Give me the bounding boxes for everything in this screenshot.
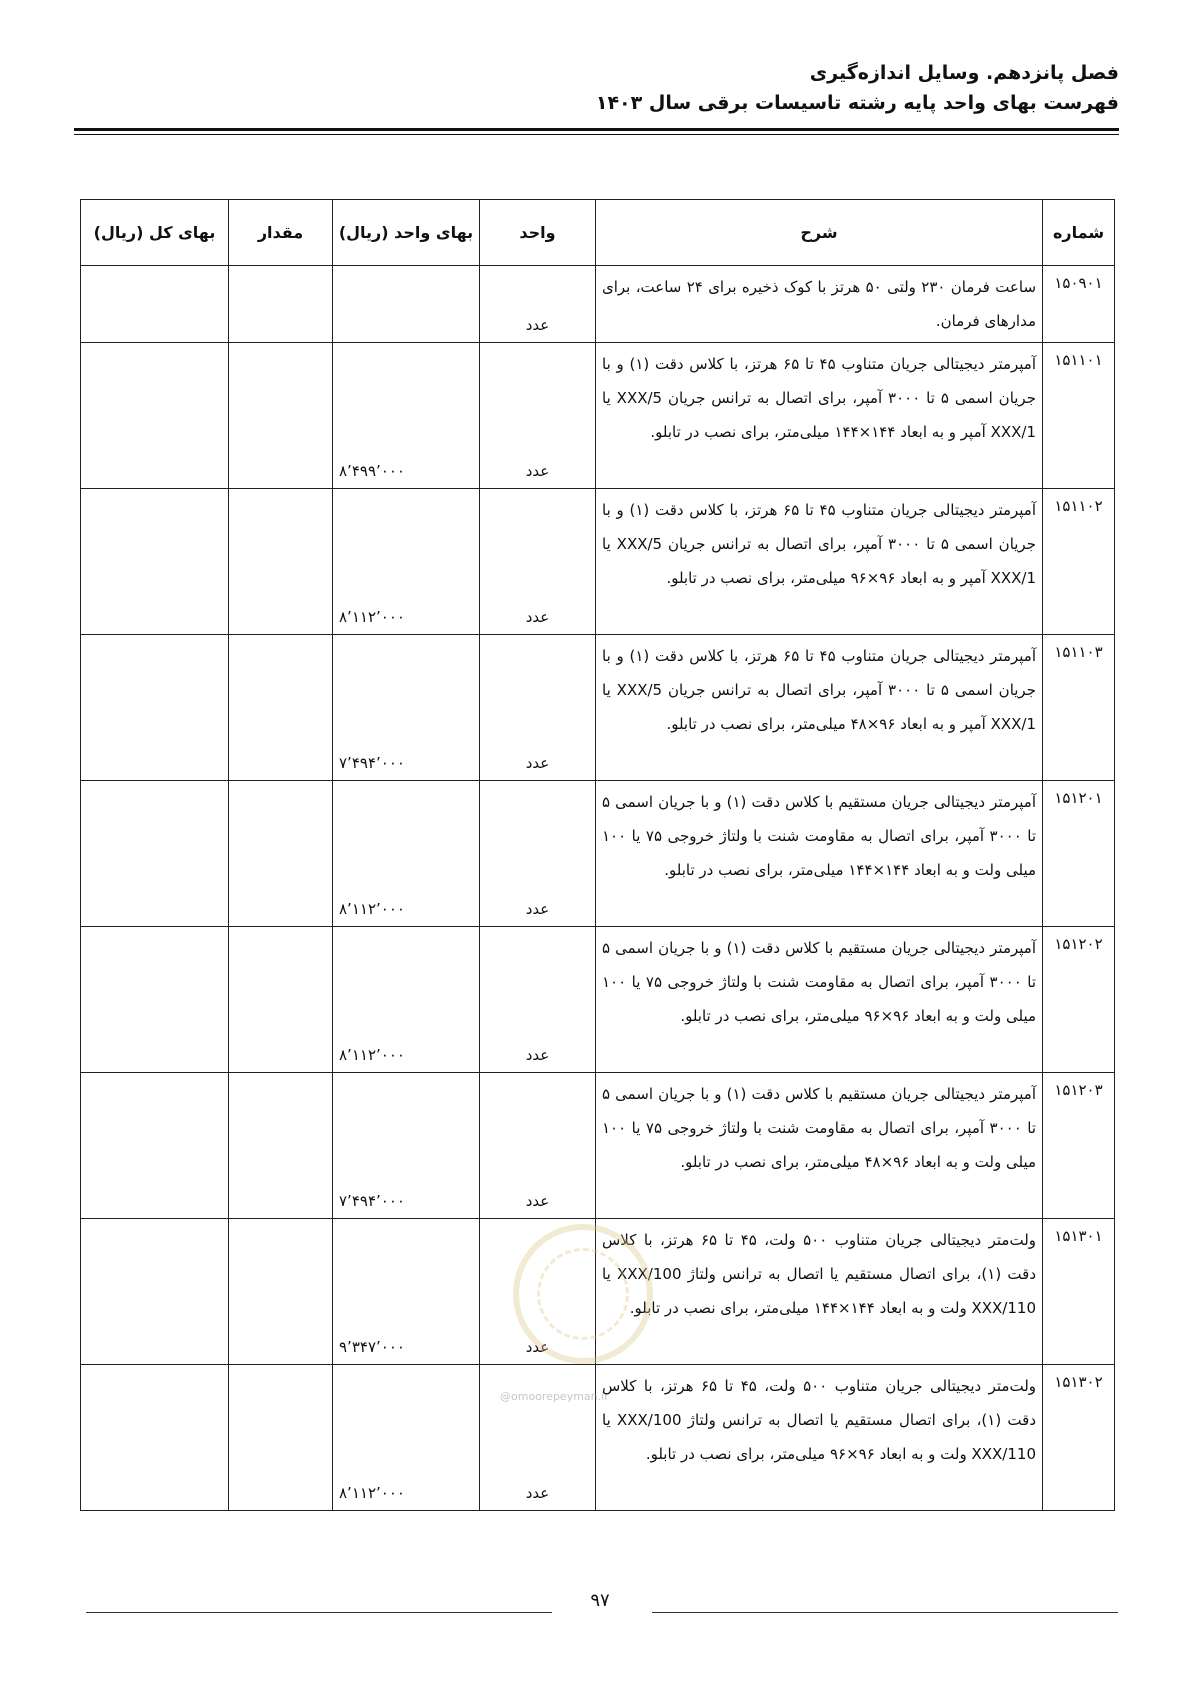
item-description: آمپرمتر دیجیتالی جریان مستقیم با کلاس دقت (۱) و با جریان اسمی ۵ تا ۳۰۰۰ آمپر، برای اتصال به مقاومت شنت با ولتاژ خروجی ۷۵ یا ۱۰۰ میلی ولت و به ابعاد ۹۶×۹۶ میلی‌متر، برای نصب در تابلو. — [596, 927, 1043, 1073]
item-quantity[interactable] — [229, 1365, 333, 1511]
header-divider-thin — [74, 134, 1119, 135]
item-unit-price — [333, 266, 480, 343]
item-description: آمپرمتر دیجیتالی جریان متناوب ۴۵ تا ۶۵ هرتز، با کلاس دقت (۱) و با جریان اسمی ۵ تا ۳۰۰۰ آمپر، برای اتصال به ترانس جریان XXX/5 یا XXX/1 آمپر و به ابعاد ۹۶×۹۶ میلی‌متر، برای نصب در تابلو. — [596, 489, 1043, 635]
item-unit: عدد — [480, 343, 596, 489]
item-unit-price: ۷٬۴۹۴٬۰۰۰ — [333, 1073, 480, 1219]
item-unit: عدد — [480, 266, 596, 343]
item-unit-price: ۸٬۱۱۲٬۰۰۰ — [333, 489, 480, 635]
column-header-description: شرح — [596, 200, 1043, 266]
item-description: ولت‌متر دیجیتالی جریان متناوب ۵۰۰ ولت، ۴۵ تا ۶۵ هرتز، با کلاس دقت (۱)، برای اتصال مستقیم یا اتصال به ترانس ولتاژ XXX/100 یا XXX/110 ولت و به ابعاد ۹۶×۹۶ میلی‌متر، برای نصب در تابلو. — [596, 1365, 1043, 1511]
item-code: ۱۵۱۱۰۳ — [1043, 635, 1115, 781]
table-row — [81, 1219, 1115, 1365]
item-code: ۱۵۱۱۰۲ — [1043, 489, 1115, 635]
item-quantity[interactable] — [229, 635, 333, 781]
item-total-price[interactable] — [81, 635, 229, 781]
item-quantity[interactable] — [229, 489, 333, 635]
column-header-unit-price: بهای واحد (ریال) — [333, 200, 480, 266]
item-total-price[interactable] — [81, 781, 229, 927]
table-header-row — [81, 200, 1115, 266]
item-quantity[interactable] — [229, 343, 333, 489]
item-description: ولت‌متر دیجیتالی جریان متناوب ۵۰۰ ولت، ۴۵ تا ۶۵ هرتز، با کلاس دقت (۱)، برای اتصال مستقیم یا اتصال به ترانس ولتاژ XXX/100 یا XXX/110 ولت و به ابعاد ۱۴۴×۱۴۴ میلی‌متر، برای نصب در تابلو. — [596, 1219, 1043, 1365]
item-unit-price: ۸٬۱۱۲٬۰۰۰ — [333, 927, 480, 1073]
table-row — [81, 266, 1115, 343]
page-header — [69, 58, 1119, 118]
item-description: ساعت فرمان ۲۳۰ ولتی ۵۰ هرتز با کوک ذخیره برای ۲۴ ساعت، برای مدارهای فرمان. — [596, 266, 1043, 343]
item-total-price[interactable] — [81, 343, 229, 489]
item-total-price[interactable] — [81, 1365, 229, 1511]
table-row — [81, 1073, 1115, 1219]
item-unit-price: ۸٬۱۱۲٬۰۰۰ — [333, 781, 480, 927]
item-code: ۱۵۱۲۰۲ — [1043, 927, 1115, 1073]
item-unit: عدد — [480, 927, 596, 1073]
item-description: آمپرمتر دیجیتالی جریان مستقیم با کلاس دقت (۱) و با جریان اسمی ۵ تا ۳۰۰۰ آمپر، برای اتصال به مقاومت شنت با ولتاژ خروجی ۷۵ یا ۱۰۰ میلی ولت و به ابعاد ۱۴۴×۱۴۴ میلی‌متر، برای نصب در تابلو. — [596, 781, 1043, 927]
item-unit-price: ۸٬۱۱۲٬۰۰۰ — [333, 1365, 480, 1511]
price-table — [80, 199, 1115, 1511]
footer-divider-right — [652, 1612, 1118, 1613]
table-row — [81, 343, 1115, 489]
item-total-price[interactable] — [81, 927, 229, 1073]
item-code: ۱۵۱۳۰۲ — [1043, 1365, 1115, 1511]
item-code: ۱۵۱۱۰۱ — [1043, 343, 1115, 489]
item-unit: عدد — [480, 489, 596, 635]
item-total-price[interactable] — [81, 266, 229, 343]
item-code: ۱۵۱۲۰۳ — [1043, 1073, 1115, 1219]
table-row — [81, 489, 1115, 635]
item-quantity[interactable] — [229, 266, 333, 343]
column-header-code: شماره — [1043, 200, 1115, 266]
column-header-total-price: بهای کل (ریال) — [81, 200, 229, 266]
item-unit: عدد — [480, 1073, 596, 1219]
item-quantity[interactable] — [229, 927, 333, 1073]
item-unit: عدد — [480, 1365, 596, 1511]
watermark-text: @omoorepeyman.ir — [500, 1390, 609, 1403]
column-header-unit: واحد — [480, 200, 596, 266]
item-quantity[interactable] — [229, 1219, 333, 1365]
item-total-price[interactable] — [81, 489, 229, 635]
column-header-quantity: مقدار — [229, 200, 333, 266]
item-total-price[interactable] — [81, 1219, 229, 1365]
item-description: آمپرمتر دیجیتالی جریان متناوب ۴۵ تا ۶۵ هرتز، با کلاس دقت (۱) و با جریان اسمی ۵ تا ۳۰۰۰ آمپر، برای اتصال به ترانس جریان XXX/5 یا XXX/1 آمپر و به ابعاد ۱۴۴×۱۴۴ میلی‌متر، برای نصب در تابلو. — [596, 343, 1043, 489]
item-code: ۱۵۱۳۰۱ — [1043, 1219, 1115, 1365]
table-row — [81, 635, 1115, 781]
item-total-price[interactable] — [81, 1073, 229, 1219]
item-unit-price: ۷٬۴۹۴٬۰۰۰ — [333, 635, 480, 781]
document-title: فهرست بهای واحد پایه رشته تاسیسات برقی سال ۱۴۰۳ — [595, 92, 1119, 114]
item-description: آمپرمتر دیجیتالی جریان مستقیم با کلاس دقت (۱) و با جریان اسمی ۵ تا ۳۰۰۰ آمپر، برای اتصال به مقاومت شنت با ولتاژ خروجی ۷۵ یا ۱۰۰ میلی ولت و به ابعاد ۹۶×۴۸ میلی‌متر، برای نصب در تابلو. — [596, 1073, 1043, 1219]
item-code: ۱۵۰۹۰۱ — [1043, 266, 1115, 343]
item-quantity[interactable] — [229, 1073, 333, 1219]
item-unit: عدد — [480, 781, 596, 927]
table-row — [81, 781, 1115, 927]
footer-divider-left — [86, 1612, 552, 1613]
header-divider — [74, 128, 1119, 131]
item-unit: عدد — [480, 635, 596, 781]
item-code: ۱۵۱۲۰۱ — [1043, 781, 1115, 927]
page-number: ۹۷ — [590, 1590, 610, 1611]
item-quantity[interactable] — [229, 781, 333, 927]
item-unit-price: ۸٬۴۹۹٬۰۰۰ — [333, 343, 480, 489]
item-description: آمپرمتر دیجیتالی جریان متناوب ۴۵ تا ۶۵ هرتز، با کلاس دقت (۱) و با جریان اسمی ۵ تا ۳۰۰۰ آمپر، برای اتصال به ترانس جریان XXX/5 یا XXX/1 آمپر و به ابعاد ۹۶×۴۸ میلی‌متر، برای نصب در تابلو. — [596, 635, 1043, 781]
item-unit-price: ۹٬۳۴۷٬۰۰۰ — [333, 1219, 480, 1365]
chapter-title: فصل پانزدهم. وسایل اندازه‌گیری — [809, 62, 1119, 84]
item-unit: عدد — [480, 1219, 596, 1365]
table-row — [81, 927, 1115, 1073]
table-row — [81, 1365, 1115, 1511]
